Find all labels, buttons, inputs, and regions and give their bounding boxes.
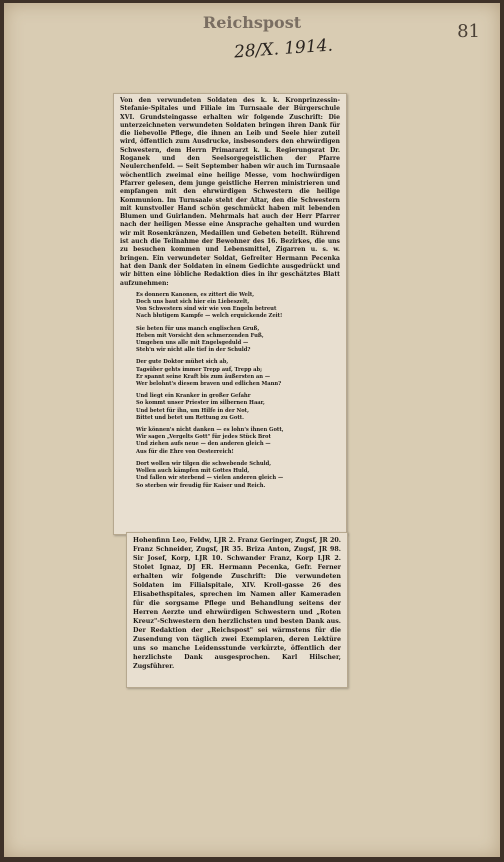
poem-stanza <box>136 461 340 490</box>
poem-line: Wollen auch kämpfen mit Gottes Huld, <box>136 468 250 475</box>
poem <box>114 292 346 490</box>
poem-line: Sie beten für uns manch englischen Gruß, <box>136 325 260 332</box>
poem-line: So kommt unser Priester im silbernen Haar, <box>136 400 265 407</box>
poem-line: Aus für die Ehre von Oesterreich! <box>136 448 234 455</box>
newspaper-clipping-lower <box>126 532 348 688</box>
poem-line: Und ziehen aufs neue — den anderen gleich — <box>136 441 271 448</box>
poem-stanza <box>136 326 340 355</box>
poem-line: Von Schwestern sind wir wie von Engeln betreut <box>136 306 277 313</box>
poem-line: Es donnern Kanonen, es zittert die Welt, <box>136 291 255 298</box>
poem-line: Und fallen wir sterbend — vielen anderen gleich — <box>136 475 284 482</box>
newspaper-clipping-upper <box>113 93 347 535</box>
handwritten-date: 28/X. 1914. <box>233 35 334 63</box>
newspaper-masthead: Reichspost <box>202 13 302 32</box>
poem-line: Bittet und betet um Rettung zu Gott. <box>136 414 244 421</box>
poem-line: Er spannt seine Kraft bis zum äußersten an — <box>136 373 271 380</box>
signatories-and-second-letter: Hohenfinn Leo, Feldw, LJR 2. Franz Geringer, Zugsf, JR 20. Franz Schneider, Zugsf, JR 35. Briza Anton, Zugsf, JR 98. Sir Josef, Korp, LJR 10. Schwander Franz, Korp LJR 2. Stolet Ignaz, DJ ER. Hermann Pecenka, Gefr. Ferner erhalten wir folgende Zuschrift: Die verwundeten Soldaten im Filialspitale, XIV. Kroll-gasse 26 des Elisabethspitales, sprechen im Namen aller Kameraden für die sorgsame Pflege und Behandlung seitens der Herren Aerzte und ehrwürdigen Schwestern und „Roten Kreuz"-Schwestern den herzlichsten und besten Dank aus. Der Redaktion der „Reichspost" sei wärmstens für die Zusendung von täglich zwei Exemplaren, deren Lektüre uns so manche Leidensstunde verkürzte, öffentlich der herzlichste Dank ausgesprochen. Karl Hilscher, Zugsführer. <box>133 537 341 670</box>
poem-line: Nach blutigem Kampfe — welch erquickende Zeit! <box>136 313 283 320</box>
poem-line: Und liegt ein Kranker in großer Gefahr <box>136 393 251 400</box>
poem-stanza <box>136 427 340 456</box>
poem-line: Steh'n wir nicht alle tief in der Schuld? <box>136 347 251 354</box>
page-number: 81 <box>457 21 480 42</box>
poem-line: Wir können's nicht danken — es lohn's ihnen Gott, <box>136 427 284 434</box>
poem-stanza <box>136 292 340 321</box>
poem-line: Wir sagen „Vergelts Gott" für jedes Stück Brot <box>136 434 271 441</box>
article-intro: Von den verwundeten Soldaten des k. k. Kronprinzessin-Stefanie-Spitales und Filiale im Turnsaale der Bürgerschule XVI. Grundsteingasse erhalten wir folgende Zuschrift: Die unterzeichneten verwundeten Soldaten bringen ihren Dank für die liebevolle Pflege, die ihnen an Leib und Seele hier zuteil wird, öffentlich zum Ausdrucke, insbesonders den ehrwürdigen Schwestern, dem Herrn Primararzt k. k. Regierungsrat Dr. Roganek und den Seelsorgegeistlichen der Pfarre Neulerchenfeld. — Seit September haben wir auch im Turnsaale wöchentlich zweimal eine heilige Messe, vom hochwürdigen Pfarrer gelesen, dem junge geistliche Herren ministrieren und empfangen mit den ehrwürdigen Schwestern die heilige Kommunion. Im Turnsaale steht der Altar, den die Schwestern mit kunstvoller Hand schön geschmückt haben mit lebenden Blumen und Guirlanden. Mehrmals hat auch der Herr Pfarrer nach der heiligen Messe eine Ansprache gehalten und wurden wir mit Rosenkränzen, Medaillen und Gebeten beteilt. Rührend ist auch die Teilnahme der Bewohner des 16. Bezirkes, die uns zu besuchen kommen und Lebensmittel, Zigarren u. s. w. bringen. Ein verwundeter Soldat, Gefreiter Hermann Pecenka hat den Dank der Soldaten in einem Gedichte ausgedrückt und wir bitten eine löbliche Redaktion dies in ihr geschätztes Blatt aufzunehmen: <box>120 97 340 287</box>
poem-stanza <box>136 393 340 422</box>
poem-line: Umgeben uns alle mit Engelsgeduld — <box>136 340 249 347</box>
poem-line: Tagsüber gehts immer Trepp auf, Trepp ab; <box>136 366 263 373</box>
poem-line: Dort wollen wir tilgen die schwebende Schuld, <box>136 460 272 467</box>
poem-stanza <box>136 359 340 388</box>
poem-line: Und betet für ihn, um Hilfe in der Not, <box>136 407 249 414</box>
poem-line: So sterben wir freudig für Kaiser und Reich. <box>136 482 266 489</box>
poem-line: Doch uns baut sich hier ein Liebeszelt, <box>136 299 250 306</box>
poem-line: Wer belohnt's diesem braven und edlichen Mann? <box>136 381 282 388</box>
poem-line: Der gute Doktor mühet sich ab, <box>136 359 229 366</box>
poem-line: Heben mit Vorsicht den schmerzenden Fuß, <box>136 332 264 339</box>
